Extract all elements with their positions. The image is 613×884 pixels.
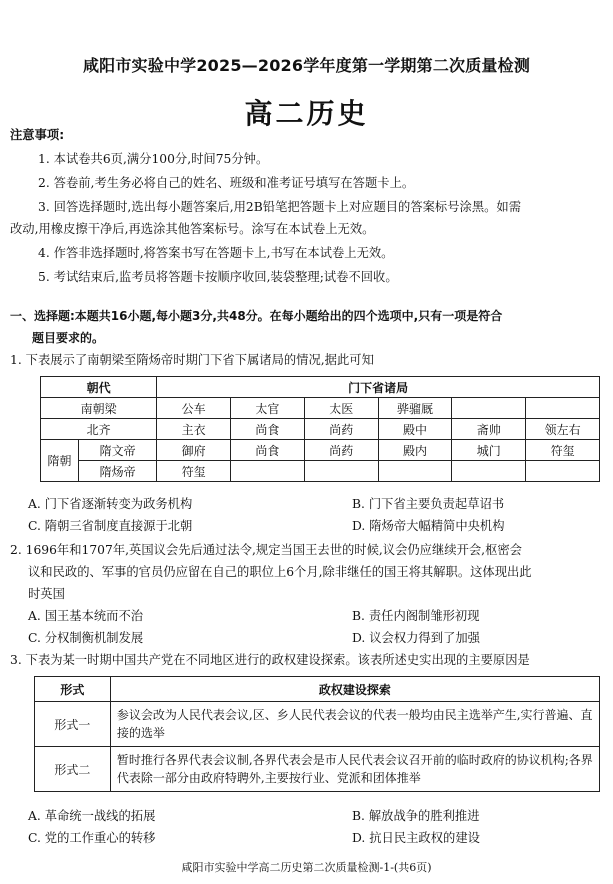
q1-cell — [378, 461, 452, 482]
q3-text-1: 参议会改为人民代表会议,区、乡人民代表会议的代表一般均由民主选举产生,实行普遍、直接的选举 — [110, 702, 599, 747]
q1-cell: 公车 — [157, 398, 231, 419]
q1-emperor-yang: 隋炀帝 — [79, 461, 157, 482]
q1-cell — [526, 461, 600, 482]
q1-header-bureaus: 门下省诸局 — [157, 377, 600, 398]
q3-header-form: 形式 — [35, 677, 111, 702]
q1-option-c: C. 隋朝三省制度直接源于北朝 — [28, 519, 193, 533]
page-footer: 咸阳市实验中学高二历史第二次质量检测-1-(共6页) — [181, 861, 432, 874]
table-row — [35, 702, 600, 747]
q1-cell — [231, 461, 305, 482]
notice-item-3-cont: 改动,用橡皮擦干净后,再选涂其他答案标号。涂写在本试卷上无效。 — [10, 222, 375, 236]
section-heading: 一、选择题:本题共16小题,每小题3分,共48分。在每小题给出的四个选项中,只有一项是符合 — [10, 309, 503, 323]
table-row — [41, 419, 600, 440]
q1-cell: 城门 — [452, 440, 526, 461]
q3-form-2: 形式二 — [35, 747, 111, 792]
table-row — [41, 440, 600, 461]
q1-table — [40, 376, 600, 482]
q1-option-a: A. 门下省逐渐转变为政务机构 — [28, 497, 193, 511]
q1-cell: 殿中 — [378, 419, 452, 440]
section-heading-cont: 题目要求的。 — [32, 331, 105, 345]
q3-stem: 3. 下表为某一时期中国共产党在不同地区进行的政权建设探索。该表所述史实出现的主要原因是 — [10, 653, 530, 667]
q2-stem-3: 时英国 — [28, 587, 65, 601]
q2-stem-2: 议和民政的、军事的官员仍应留在自己的职位上6个月,除非继任的国王将其解职。这体现出此 — [28, 565, 532, 579]
q2-option-c: C. 分权制衡机制发展 — [28, 631, 144, 645]
q1-cell: 主衣 — [157, 419, 231, 440]
q1-cell: 斋帅 — [452, 419, 526, 440]
q1-dynasty-liang: 南朝梁 — [41, 398, 157, 419]
q1-emperor-wen: 隋文帝 — [79, 440, 157, 461]
q1-stem: 1. 下表展示了南朝梁至隋炀帝时期门下省下属诸局的情况,据此可知 — [10, 353, 374, 367]
q1-dynasty-sui: 隋朝 — [41, 440, 79, 482]
q1-header-dynasty: 朝代 — [41, 377, 157, 398]
table-row — [41, 398, 600, 419]
exam-title: 咸阳市实验中学2025—2026学年度第一学期第二次质量检测 — [82, 56, 531, 75]
q2-option-b: B. 责任内阁制雏形初现 — [352, 609, 480, 623]
notice-item-2: 2. 答卷前,考生务必将自己的姓名、班级和准考证号填写在答题卡上。 — [38, 176, 415, 190]
q1-cell: 领左右 — [526, 419, 600, 440]
q1-cell — [452, 461, 526, 482]
q3-form-1: 形式一 — [35, 702, 111, 747]
q1-cell: 符玺 — [157, 461, 231, 482]
q3-header-exploration: 政权建设探索 — [110, 677, 599, 702]
subject-title: 高二历史 — [244, 97, 369, 130]
q1-cell: 殿内 — [378, 440, 452, 461]
q3-option-c: C. 党的工作重心的转移 — [28, 831, 156, 845]
q1-cell: 尚食 — [231, 419, 305, 440]
q1-cell — [304, 461, 378, 482]
q3-option-b: B. 解放战争的胜利推进 — [352, 809, 480, 823]
q1-cell: 御府 — [157, 440, 231, 461]
q2-stem-1: 2. 1696年和1707年,英国议会先后通过法令,规定当国王去世的时候,议会仍应继续开会,枢密会 — [10, 543, 522, 557]
notice-item-4: 4. 作答非选择题时,将答案书写在答题卡上,书写在本试卷上无效。 — [38, 246, 394, 260]
q1-cell — [526, 398, 600, 419]
q3-option-d: D. 抗日民主政权的建设 — [352, 831, 480, 845]
q1-cell: 骅骝厩 — [378, 398, 452, 419]
table-row — [41, 461, 600, 482]
q2-option-d: D. 议会权力得到了加强 — [352, 631, 480, 645]
q1-cell: 太官 — [231, 398, 305, 419]
notice-item-5: 5. 考试结束后,监考员将答题卡按顺序收回,装袋整理;试卷不回收。 — [38, 270, 398, 284]
q1-option-b: B. 门下省主要负责起草诏书 — [352, 497, 505, 511]
q1-cell: 尚食 — [231, 440, 305, 461]
q1-cell: 符玺 — [526, 440, 600, 461]
notice-item-3: 3. 回答选择题时,选出每小题答案后,用2B铅笔把答题卡上对应题目的答案标号涂黑。如需 — [38, 200, 522, 214]
q1-cell — [452, 398, 526, 419]
q1-dynasty-qi: 北齐 — [41, 419, 157, 440]
q1-cell: 尚药 — [304, 419, 378, 440]
q1-cell: 太医 — [304, 398, 378, 419]
table-row — [35, 747, 600, 792]
q1-option-d: D. 隋炀帝大幅精简中央机构 — [352, 519, 505, 533]
notice-heading: 注意事项: — [10, 128, 65, 142]
q3-option-a: A. 革命统一战线的拓展 — [28, 809, 156, 823]
q1-cell: 尚药 — [304, 440, 378, 461]
notice-item-1: 1. 本试卷共6页,满分100分,时间75分钟。 — [38, 152, 269, 166]
q3-text-2: 暂时推行各界代表会议制,各界代表会是市人民代表会议召开前的临时政府的协议机构;各界代表除一部分由政府特聘外,主要按行业、党派和团体推举 — [110, 747, 599, 792]
q3-table — [34, 676, 600, 792]
q2-option-a: A. 国王基本统而不治 — [28, 609, 144, 623]
